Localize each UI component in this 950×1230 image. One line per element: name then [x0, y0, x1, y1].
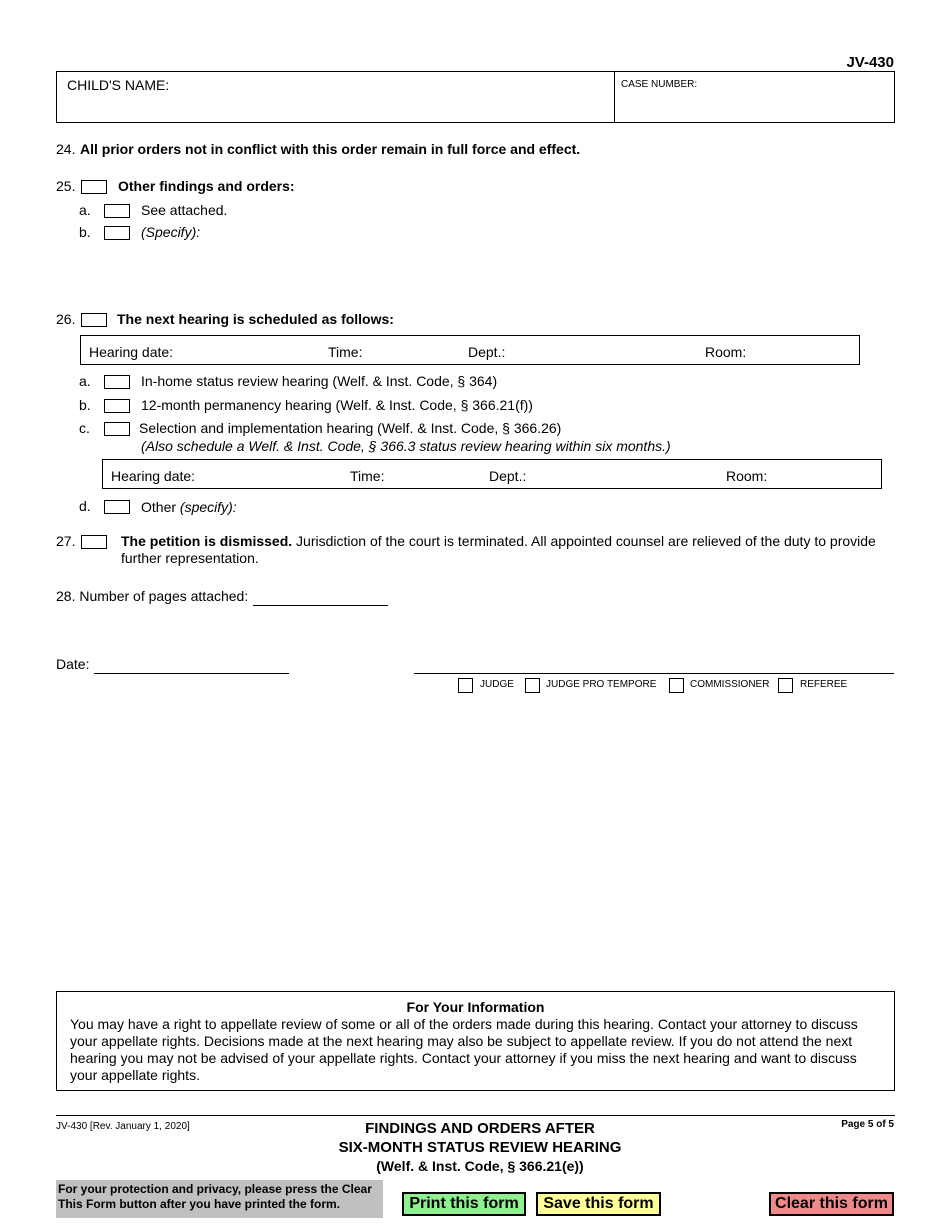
item27-rest: Jurisdiction of the court is terminated. All appointed counsel are relieved of the duty to provide	[296, 533, 876, 549]
item26a-letter: a.	[79, 373, 91, 389]
item27-line2: further representation.	[121, 550, 259, 566]
item26a-checkbox[interactable]	[104, 375, 130, 389]
item26b-text: 12-month permanency hearing (Welf. & Inst. Code, § 366.21(f))	[141, 397, 533, 413]
save-form-button[interactable]: Save this form	[536, 1192, 661, 1216]
hearing-dept-label: Dept.:	[468, 344, 506, 360]
referee-label: REFEREE	[800, 679, 848, 690]
item26a-text: In-home status review hearing (Welf. & Inst. Code, § 364)	[141, 373, 498, 389]
commissioner-checkbox[interactable]	[669, 678, 684, 693]
print-form-button[interactable]: Print this form	[402, 1192, 526, 1216]
child-name-label: CHILD'S NAME:	[67, 77, 170, 93]
date-label: Date:	[56, 656, 90, 672]
info-line: You may have a right to appellate review of some or all of the orders made during this hearing. Contact your attorney to discuss	[70, 1016, 858, 1032]
item25a-letter: a.	[79, 202, 91, 218]
case-number-field[interactable]	[614, 71, 895, 123]
hearing-date-label: Hearing date:	[111, 468, 196, 484]
privacy-note	[56, 1180, 383, 1218]
hearing-date-label: Hearing date:	[89, 344, 174, 360]
item26d-text	[141, 499, 237, 515]
judge-label: JUDGE	[480, 679, 514, 690]
form-id: JV-430	[846, 54, 894, 71]
item25-checkbox[interactable]	[81, 180, 107, 194]
item26c-checkbox[interactable]	[104, 422, 130, 436]
item25-title: Other findings and orders:	[118, 178, 295, 194]
commissioner-label: COMMISSIONER	[690, 679, 770, 690]
hearing-row-1[interactable]	[80, 335, 860, 365]
pages-attached-field[interactable]	[253, 605, 388, 606]
revision-label: JV-430 [Rev. January 1, 2020]	[56, 1121, 190, 1132]
item27-bold: The petition is dismissed.	[121, 533, 293, 549]
info-text	[70, 1016, 858, 1084]
privacy-line1: For your protection and privacy, please press the Clear	[58, 1182, 372, 1196]
item25b-specify-field[interactable]	[205, 222, 895, 292]
info-line: hearing you may not be advised of your appellate rights. Contact your attorney if you miss the next hearing and want to discuss	[70, 1050, 857, 1066]
item25a-text: See attached.	[141, 202, 228, 218]
child-name-field[interactable]	[56, 71, 615, 123]
item26-number: 26.	[56, 311, 76, 327]
item24-number: 24.	[56, 141, 76, 157]
referee-checkbox[interactable]	[778, 678, 793, 693]
item26c-text: Selection and implementation hearing (Welf. & Inst. Code, § 366.26)	[139, 420, 562, 436]
item26b-letter: b.	[79, 397, 91, 413]
judge-checkbox[interactable]	[458, 678, 473, 693]
case-number-label: CASE NUMBER:	[621, 79, 698, 90]
item25-number: 25.	[56, 178, 76, 194]
item26-checkbox[interactable]	[81, 313, 107, 327]
info-title: For Your Information	[406, 999, 545, 1015]
form-title	[280, 1119, 680, 1176]
form-title-line1: FINDINGS AND ORDERS AFTER	[365, 1120, 595, 1137]
hearing-time-label: Time:	[350, 468, 385, 484]
item26c-letter: c.	[79, 420, 90, 436]
item28-text: 28. Number of pages attached:	[56, 588, 249, 604]
item26b-checkbox[interactable]	[104, 399, 130, 413]
item25b-text: (Specify):	[141, 224, 201, 240]
footer-rule	[56, 1115, 895, 1116]
judge-pro-tem-label: JUDGE PRO TEMPORE	[546, 679, 657, 690]
item24-text: All prior orders not in conflict with this order remain in full force and effect.	[80, 141, 581, 157]
clear-form-button[interactable]: Clear this form	[769, 1192, 894, 1216]
page-number: Page 5 of 5	[841, 1119, 894, 1130]
hearing-room-label: Room:	[726, 468, 768, 484]
signature-line[interactable]	[414, 673, 894, 674]
item26d-other: Other	[141, 499, 177, 515]
item26-title: The next hearing is scheduled as follows:	[117, 311, 394, 327]
item27-number: 27.	[56, 533, 76, 549]
date-field[interactable]	[94, 673, 289, 674]
item26d-checkbox[interactable]	[104, 500, 130, 514]
item26c-note: (Also schedule a Welf. & Inst. Code, § 366.3 status review hearing within six months.)	[141, 438, 671, 454]
info-line: your appellate rights.	[70, 1067, 200, 1083]
form-title-line2: SIX-MONTH STATUS REVIEW HEARING	[338, 1139, 622, 1156]
hearing-time-label: Time:	[328, 344, 363, 360]
info-line: your appellate rights. Decisions made at the next hearing may also be subject to appellate review. If you do not attend the next	[70, 1033, 853, 1049]
judge-pro-tem-checkbox[interactable]	[525, 678, 540, 693]
hearing-dept-label: Dept.:	[489, 468, 527, 484]
item27-line1	[121, 533, 876, 549]
hearing-room-label: Room:	[705, 344, 747, 360]
info-box	[56, 991, 895, 1091]
item26d-letter: d.	[79, 498, 91, 514]
item25b-checkbox[interactable]	[104, 226, 130, 240]
item26d-specify: (specify):	[179, 499, 237, 515]
form-title-line3: (Welf. & Inst. Code, § 366.21(e))	[376, 1158, 584, 1174]
item25a-checkbox[interactable]	[104, 204, 130, 218]
item27-checkbox[interactable]	[81, 535, 107, 549]
hearing-row-2[interactable]	[102, 459, 882, 489]
item25b-letter: b.	[79, 224, 91, 240]
privacy-line2: This Form button after you have printed the form.	[58, 1197, 341, 1211]
